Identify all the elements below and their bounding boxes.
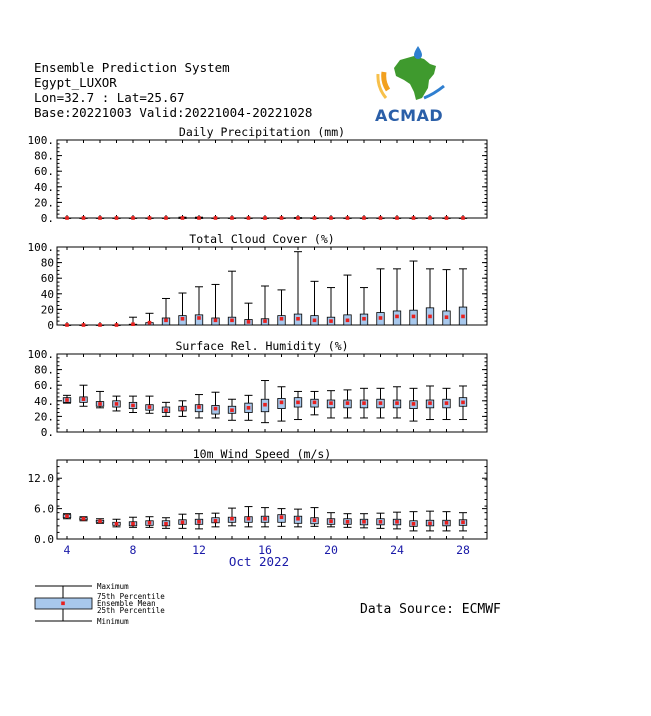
mean-marker bbox=[214, 519, 218, 523]
box-5 bbox=[80, 517, 88, 521]
box-24 bbox=[393, 512, 401, 529]
box-26 bbox=[426, 216, 434, 220]
box-24 bbox=[393, 387, 401, 418]
box-12 bbox=[195, 287, 203, 325]
y-tick-label: 0.0 bbox=[34, 533, 54, 546]
box-28 bbox=[459, 386, 467, 420]
box-20 bbox=[327, 391, 335, 418]
mean-marker bbox=[461, 315, 465, 319]
mean-marker bbox=[428, 401, 432, 405]
mean-marker bbox=[230, 517, 234, 521]
box-14 bbox=[228, 508, 236, 526]
mean-marker bbox=[428, 522, 432, 526]
mean-marker bbox=[445, 216, 449, 220]
mean-marker bbox=[247, 216, 251, 220]
mean-marker bbox=[296, 317, 300, 321]
box-4 bbox=[63, 514, 71, 519]
box-18 bbox=[294, 391, 302, 419]
mean-marker bbox=[214, 319, 218, 323]
box-25 bbox=[410, 216, 418, 220]
mean-marker bbox=[379, 316, 383, 320]
box-22 bbox=[360, 216, 368, 220]
box-26 bbox=[426, 386, 434, 420]
mean-marker bbox=[115, 216, 119, 220]
mean-marker bbox=[362, 401, 366, 405]
mean-marker bbox=[230, 319, 234, 323]
mean-marker bbox=[428, 216, 432, 220]
box-18 bbox=[294, 509, 302, 527]
plot-frame bbox=[57, 354, 487, 432]
box-9 bbox=[146, 396, 154, 413]
mean-marker bbox=[428, 315, 432, 319]
mean-marker bbox=[98, 323, 102, 327]
logo-text: ACMAD bbox=[375, 106, 444, 125]
y-tick-label: 12.0 bbox=[27, 472, 54, 486]
legend bbox=[35, 582, 165, 626]
box-17 bbox=[278, 387, 286, 421]
box-19 bbox=[311, 281, 319, 325]
mean-marker bbox=[214, 216, 218, 220]
mean-marker bbox=[461, 401, 465, 405]
mean-marker bbox=[197, 405, 201, 409]
box-16 bbox=[261, 381, 269, 423]
mean-marker bbox=[115, 402, 119, 406]
x-tick-label: 24 bbox=[390, 543, 404, 557]
x-tick-label: 16 bbox=[258, 543, 272, 557]
location-label: Egypt_LUXOR bbox=[34, 75, 117, 90]
box-12 bbox=[195, 216, 203, 220]
box-15 bbox=[245, 216, 253, 220]
legend-p25-label: 25th Percentile bbox=[97, 606, 165, 615]
box-20 bbox=[327, 216, 335, 220]
mean-marker bbox=[313, 216, 317, 220]
mean-marker bbox=[263, 403, 267, 407]
system-title: Ensemble Prediction System bbox=[34, 60, 230, 75]
box-6 bbox=[96, 391, 104, 407]
y-tick-label: 0 bbox=[47, 319, 54, 332]
box-14 bbox=[228, 216, 236, 220]
box-9 bbox=[146, 517, 154, 528]
box-17 bbox=[278, 290, 286, 325]
y-tick-label: 80 bbox=[40, 256, 54, 270]
mean-marker bbox=[412, 402, 416, 406]
box-26 bbox=[426, 269, 434, 325]
box-13 bbox=[212, 284, 220, 325]
mean-marker bbox=[115, 323, 119, 327]
mean-marker bbox=[395, 520, 399, 524]
panel-title: Daily Precipitation (mm) bbox=[178, 125, 346, 139]
box-23 bbox=[377, 388, 385, 418]
box-6 bbox=[96, 323, 104, 327]
box-7 bbox=[113, 323, 121, 327]
mean-marker bbox=[329, 519, 333, 523]
mean-marker bbox=[197, 520, 201, 524]
box-17 bbox=[278, 216, 286, 220]
box-19 bbox=[311, 508, 319, 527]
mean-marker bbox=[82, 517, 86, 521]
mean-marker bbox=[280, 317, 284, 321]
box-23 bbox=[377, 269, 385, 325]
box-19 bbox=[311, 216, 319, 220]
mean-marker bbox=[131, 216, 135, 220]
y-tick-label: 60. bbox=[34, 165, 54, 179]
mean-marker bbox=[263, 216, 267, 220]
mean-marker bbox=[164, 408, 168, 412]
box-12 bbox=[195, 514, 203, 529]
mean-marker bbox=[313, 518, 317, 522]
box-22 bbox=[360, 388, 368, 418]
box-18 bbox=[294, 216, 302, 220]
mean-marker bbox=[148, 405, 152, 409]
y-tick-label: 100. bbox=[27, 241, 54, 254]
box-28 bbox=[459, 216, 467, 220]
y-tick-label: 20. bbox=[34, 196, 54, 210]
x-tick-label: 8 bbox=[129, 543, 137, 557]
box-27 bbox=[443, 512, 451, 531]
box-25 bbox=[410, 512, 418, 531]
mean-marker bbox=[230, 216, 234, 220]
mean-marker bbox=[98, 402, 102, 406]
mean-marker bbox=[148, 321, 152, 325]
y-tick-label: 60. bbox=[34, 379, 54, 393]
box-7 bbox=[113, 519, 121, 527]
panel-title: 10m Wind Speed (m/s) bbox=[192, 447, 332, 461]
y-tick-label: 20. bbox=[34, 410, 54, 424]
mean-marker bbox=[313, 319, 317, 323]
panel-title: Surface Rel. Humidity (%) bbox=[175, 339, 349, 353]
box-5 bbox=[80, 323, 88, 327]
mean-marker bbox=[148, 521, 152, 525]
x-tick-label: 4 bbox=[63, 543, 71, 557]
data-source-label: Data Source: ECMWF bbox=[360, 602, 501, 617]
box-22 bbox=[360, 288, 368, 325]
mean-marker bbox=[98, 216, 102, 220]
chart-panel-3 bbox=[28, 339, 488, 439]
mean-marker bbox=[280, 515, 284, 519]
validity-label: Base:20221003 Valid:20221004-20221028 bbox=[34, 105, 313, 120]
mean-marker bbox=[164, 216, 168, 220]
plot-frame bbox=[57, 460, 487, 539]
mean-marker bbox=[181, 317, 185, 321]
mean-marker bbox=[181, 520, 185, 524]
y-tick-label: 20 bbox=[40, 303, 54, 317]
box-23 bbox=[377, 216, 385, 220]
mean-marker bbox=[131, 522, 135, 526]
mean-marker bbox=[65, 514, 69, 518]
box-8 bbox=[129, 317, 137, 326]
mean-marker bbox=[362, 317, 366, 321]
mean-marker bbox=[115, 522, 119, 526]
chart-panel-1 bbox=[28, 125, 488, 225]
box-13 bbox=[212, 392, 220, 418]
box-21 bbox=[344, 390, 352, 418]
mean-marker bbox=[313, 401, 317, 405]
box-14 bbox=[228, 399, 236, 420]
box-15 bbox=[245, 507, 253, 527]
panel-title: Total Cloud Cover (%) bbox=[189, 232, 335, 246]
mean-marker bbox=[329, 401, 333, 405]
mean-marker bbox=[82, 397, 86, 401]
mean-marker bbox=[445, 315, 449, 319]
mean-marker bbox=[82, 216, 86, 220]
mean-marker bbox=[461, 520, 465, 524]
mean-marker bbox=[461, 216, 465, 220]
box-22 bbox=[360, 514, 368, 528]
mean-marker bbox=[296, 216, 300, 220]
mean-marker bbox=[148, 216, 152, 220]
mean-marker bbox=[395, 401, 399, 405]
mean-marker bbox=[65, 398, 69, 402]
mean-marker bbox=[412, 522, 416, 526]
mean-marker bbox=[296, 517, 300, 521]
box-19 bbox=[311, 391, 319, 414]
box-13 bbox=[212, 216, 220, 220]
box-11 bbox=[179, 401, 187, 417]
box-12 bbox=[195, 395, 203, 418]
mean-marker bbox=[379, 520, 383, 524]
box-11 bbox=[179, 216, 187, 220]
box-4 bbox=[63, 323, 71, 327]
mean-marker bbox=[181, 407, 185, 411]
box-28 bbox=[459, 513, 467, 531]
legend-max-label: Maximum bbox=[97, 582, 129, 591]
box-21 bbox=[344, 514, 352, 528]
mean-marker bbox=[197, 216, 201, 220]
mean-marker bbox=[214, 407, 218, 411]
box-25 bbox=[410, 388, 418, 421]
mean-marker bbox=[98, 519, 102, 523]
box-10 bbox=[162, 298, 170, 325]
box-9 bbox=[146, 313, 154, 325]
box-6 bbox=[96, 216, 104, 220]
mean-marker bbox=[131, 404, 135, 408]
box-16 bbox=[261, 216, 269, 220]
box-16 bbox=[261, 286, 269, 325]
box-7 bbox=[113, 396, 121, 411]
mean-marker bbox=[362, 520, 366, 524]
mean-marker bbox=[65, 323, 69, 327]
box-25 bbox=[410, 261, 418, 325]
mean-marker bbox=[247, 517, 251, 521]
box-10 bbox=[162, 216, 170, 220]
mean-marker bbox=[263, 517, 267, 521]
y-tick-label: 0. bbox=[40, 426, 54, 439]
chart-panel-2 bbox=[28, 232, 488, 332]
chart-panel-4 bbox=[28, 447, 488, 546]
x-tick-label: 28 bbox=[456, 543, 470, 557]
mean-marker bbox=[65, 216, 69, 220]
mean-marker bbox=[164, 522, 168, 526]
y-tick-label: 6.0 bbox=[34, 502, 54, 516]
legend-min-label: Minimum bbox=[97, 617, 129, 626]
box-23 bbox=[377, 513, 385, 528]
box-11 bbox=[179, 514, 187, 528]
box-27 bbox=[443, 270, 451, 325]
legend-mean-marker bbox=[61, 602, 65, 606]
mean-marker bbox=[346, 319, 350, 323]
mean-marker bbox=[395, 315, 399, 319]
y-tick-label: 100. bbox=[27, 134, 54, 147]
box-24 bbox=[393, 216, 401, 220]
box-13 bbox=[212, 513, 220, 527]
box-6 bbox=[96, 519, 104, 524]
mean-marker bbox=[379, 401, 383, 405]
mean-marker bbox=[379, 216, 383, 220]
x-tick-label: 12 bbox=[192, 543, 206, 557]
mean-marker bbox=[247, 406, 251, 410]
mean-marker bbox=[329, 216, 333, 220]
box-16 bbox=[261, 508, 269, 527]
box-27 bbox=[443, 388, 451, 419]
mean-marker bbox=[346, 216, 350, 220]
mean-marker bbox=[280, 216, 284, 220]
box-20 bbox=[327, 513, 335, 527]
mean-marker bbox=[296, 401, 300, 405]
mean-marker bbox=[329, 319, 333, 323]
mean-marker bbox=[362, 216, 366, 220]
mean-marker bbox=[395, 216, 399, 220]
box-27 bbox=[443, 216, 451, 220]
mean-marker bbox=[181, 216, 185, 220]
x-tick-label: 20 bbox=[324, 543, 338, 557]
box-14 bbox=[228, 271, 236, 325]
mean-marker bbox=[230, 408, 234, 412]
box-17 bbox=[278, 509, 286, 527]
box-8 bbox=[129, 216, 137, 220]
box-21 bbox=[344, 275, 352, 325]
mean-marker bbox=[247, 320, 251, 324]
plot-frame bbox=[57, 247, 487, 325]
y-tick-label: 40. bbox=[34, 394, 54, 408]
y-tick-label: 80. bbox=[34, 149, 54, 163]
box-5 bbox=[80, 385, 88, 406]
mean-marker bbox=[346, 401, 350, 405]
box-10 bbox=[162, 402, 170, 416]
mean-marker bbox=[445, 401, 449, 405]
x-axis-month-label: Oct 2022 bbox=[228, 554, 290, 569]
mean-marker bbox=[412, 315, 416, 319]
y-tick-label: 100. bbox=[27, 348, 54, 361]
mean-marker bbox=[263, 319, 267, 323]
box-18 bbox=[294, 252, 302, 325]
mean-marker bbox=[82, 323, 86, 327]
mean-marker bbox=[346, 520, 350, 524]
mean-marker bbox=[197, 316, 201, 320]
coords-label: Lon=32.7 : Lat=25.67 bbox=[34, 90, 185, 105]
box-4 bbox=[63, 216, 71, 220]
box-5 bbox=[80, 216, 88, 220]
mean-marker bbox=[131, 322, 135, 326]
y-tick-label: 40. bbox=[34, 180, 54, 194]
box-4 bbox=[63, 395, 71, 403]
box-9 bbox=[146, 216, 154, 220]
box-15 bbox=[245, 395, 253, 420]
box-7 bbox=[113, 216, 121, 220]
plot-frame bbox=[57, 140, 487, 218]
box-21 bbox=[344, 216, 352, 220]
box-11 bbox=[179, 293, 187, 325]
legend-p75-label: 75th Percentile bbox=[97, 592, 165, 601]
box-20 bbox=[327, 288, 335, 325]
box-10 bbox=[162, 518, 170, 529]
box-15 bbox=[245, 303, 253, 325]
mean-marker bbox=[412, 216, 416, 220]
mean-marker bbox=[445, 521, 449, 525]
box-8 bbox=[129, 396, 137, 412]
box-26 bbox=[426, 511, 434, 531]
box-24 bbox=[393, 269, 401, 325]
legend-mean-label: Ensemble Mean bbox=[97, 599, 156, 608]
box-28 bbox=[459, 269, 467, 325]
y-tick-label: 40 bbox=[40, 287, 54, 301]
mean-marker bbox=[280, 401, 284, 405]
y-tick-label: 80. bbox=[34, 363, 54, 377]
mean-marker bbox=[164, 319, 168, 323]
y-tick-label: 0. bbox=[40, 212, 54, 225]
y-tick-label: 60 bbox=[40, 272, 54, 286]
box-8 bbox=[129, 517, 137, 527]
